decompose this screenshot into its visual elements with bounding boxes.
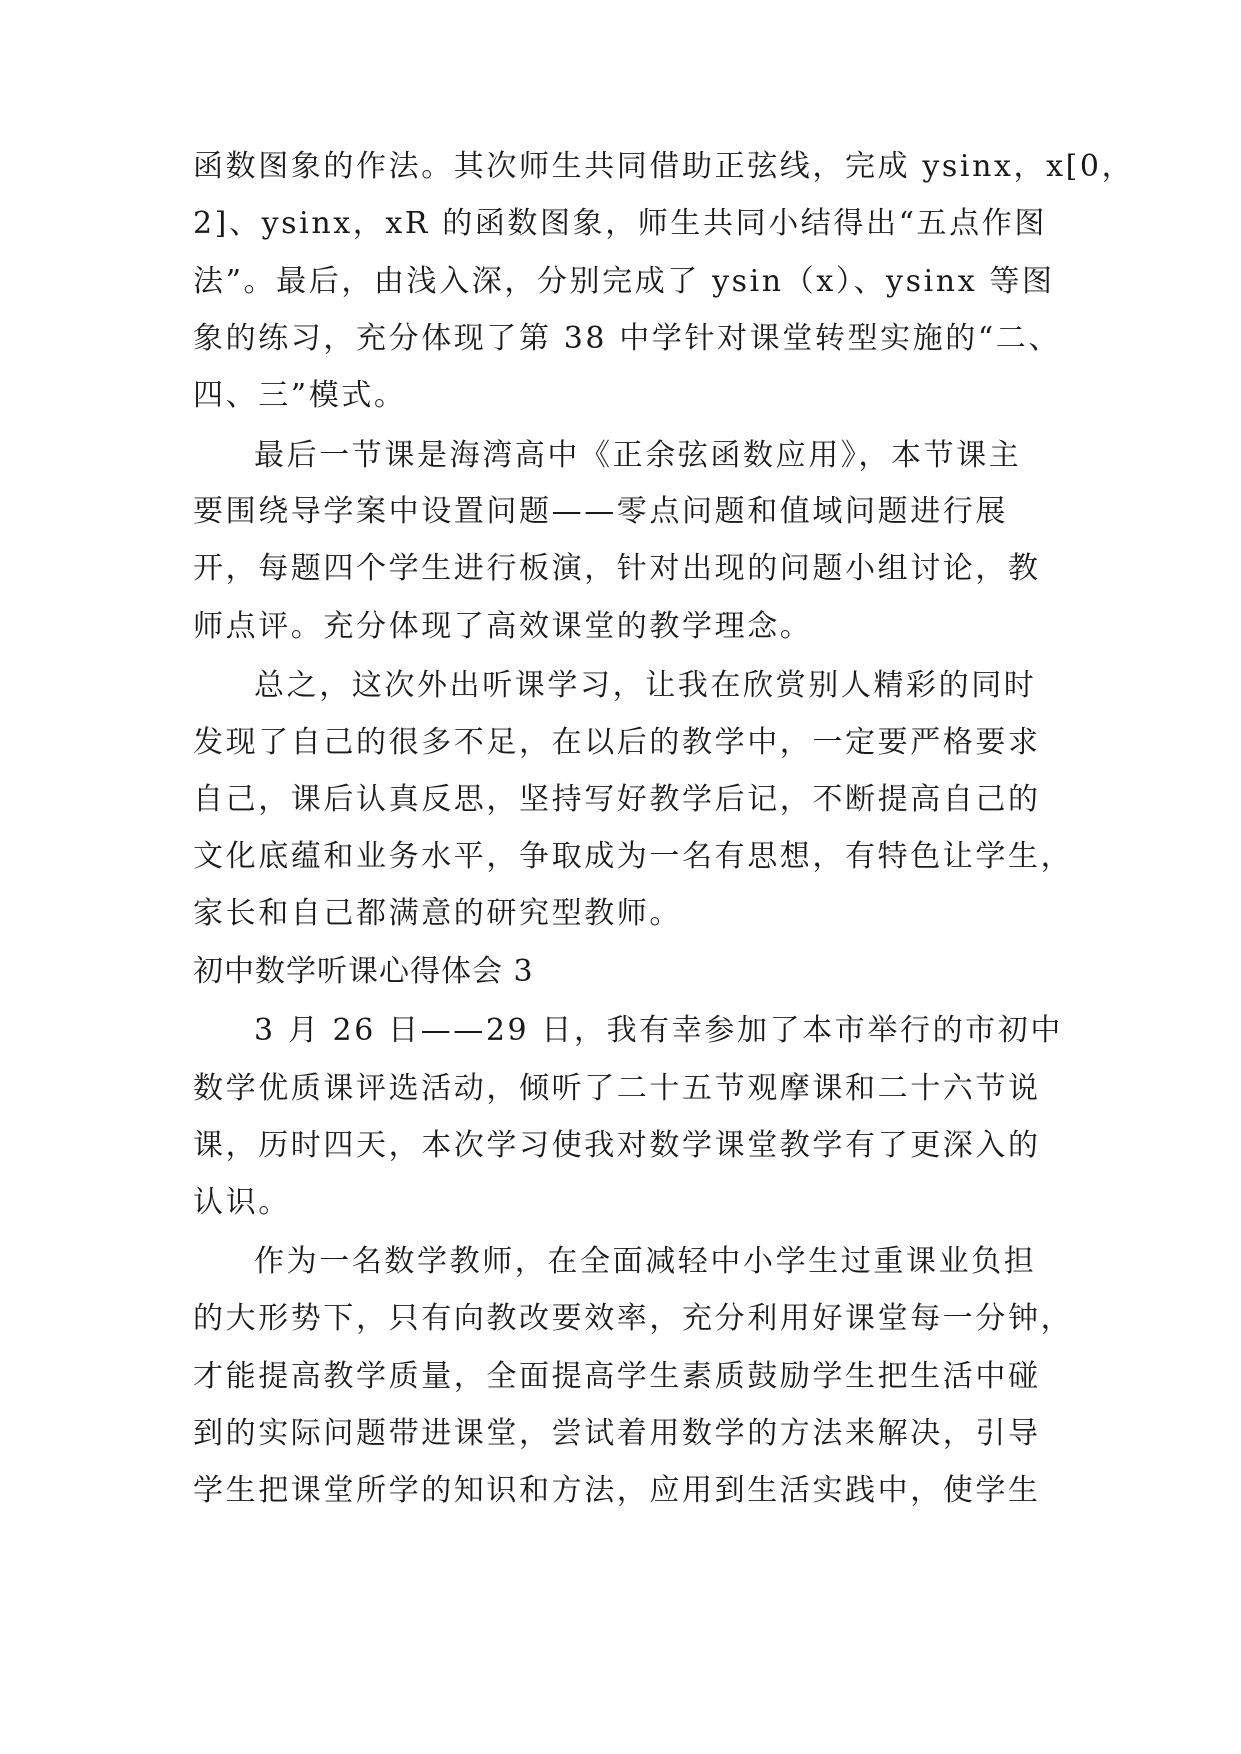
paragraph-line: 发现了自己的很多不足，在以后的教学中，一定要严格要求 xyxy=(193,725,1041,760)
paragraph-line: 开，每题四个学生进行板演，针对出现的问题小组讨论，教 xyxy=(193,551,1041,586)
paragraph-line: 的大形势下，只有向教改要效率，充分利用好课堂每一分钟， xyxy=(193,1301,1074,1336)
paragraph-line: 数学优质课评选活动，倾听了二十五节观摩课和二十六节说 xyxy=(193,1071,1041,1106)
paragraph-line: 四、三”模式。 xyxy=(193,378,407,413)
paragraph-line: 自己，课后认真反思，坚持写好教学后记，不断提高自己的 xyxy=(193,782,1041,817)
paragraph-line: 文化底蕴和业务水平，争取成为一名有思想，有特色让学生， xyxy=(193,839,1074,874)
section-heading: 初中数学听课心得体会 3 xyxy=(193,954,534,989)
paragraph-line: 作为一名数学教师，在全面减轻中小学生过重课业负担 xyxy=(254,1244,1037,1279)
paragraph-line: 家长和自己都满意的研究型教师。 xyxy=(193,896,682,931)
paragraph-line: 才能提高教学质量，全面提高学生素质鼓励学生把生活中碰 xyxy=(193,1359,1041,1394)
paragraph-line: 象的练习，充分体现了第 38 中学针对课堂转型实施的“二、 xyxy=(193,321,1061,356)
paragraph-line: 要围绕导学案中设置问题——零点问题和值域问题进行展 xyxy=(193,494,1008,529)
paragraph-line: 函数图象的作法。其次师生共同借助正弦线，完成 ysinx，x[0， xyxy=(193,149,1135,184)
paragraph-line: 到的实际问题带进课堂，尝试着用数学的方法来解决，引导 xyxy=(193,1416,1041,1451)
paragraph-line: 认识。 xyxy=(193,1185,291,1220)
paragraph-line: 总之，这次外出听课学习，让我在欣赏别人精彩的同时 xyxy=(254,668,1037,703)
paragraph-line: 最后一节课是海湾高中《正余弦函数应用》，本节课主 xyxy=(254,438,1022,473)
paragraph-line: 课，历时四天，本次学习使我对数学课堂教学有了更深入的 xyxy=(193,1128,1041,1163)
paragraph-line: 法”。最后，由浅入深，分别完成了 ysin（x）、ysinx 等图 xyxy=(193,264,1055,299)
paragraph-line: 师点评。充分体现了高效课堂的教学理念。 xyxy=(193,609,813,644)
paragraph-line: 2]、ysinx，xR 的函数图象，师生共同小结得出“五点作图 xyxy=(193,206,1047,241)
paragraph-line: 3 月 26 日——29 日，我有幸参加了本市举行的市初中 xyxy=(254,1013,1063,1048)
paragraph-line: 学生把课堂所学的知识和方法，应用到生活实践中，使学生 xyxy=(193,1473,1041,1508)
